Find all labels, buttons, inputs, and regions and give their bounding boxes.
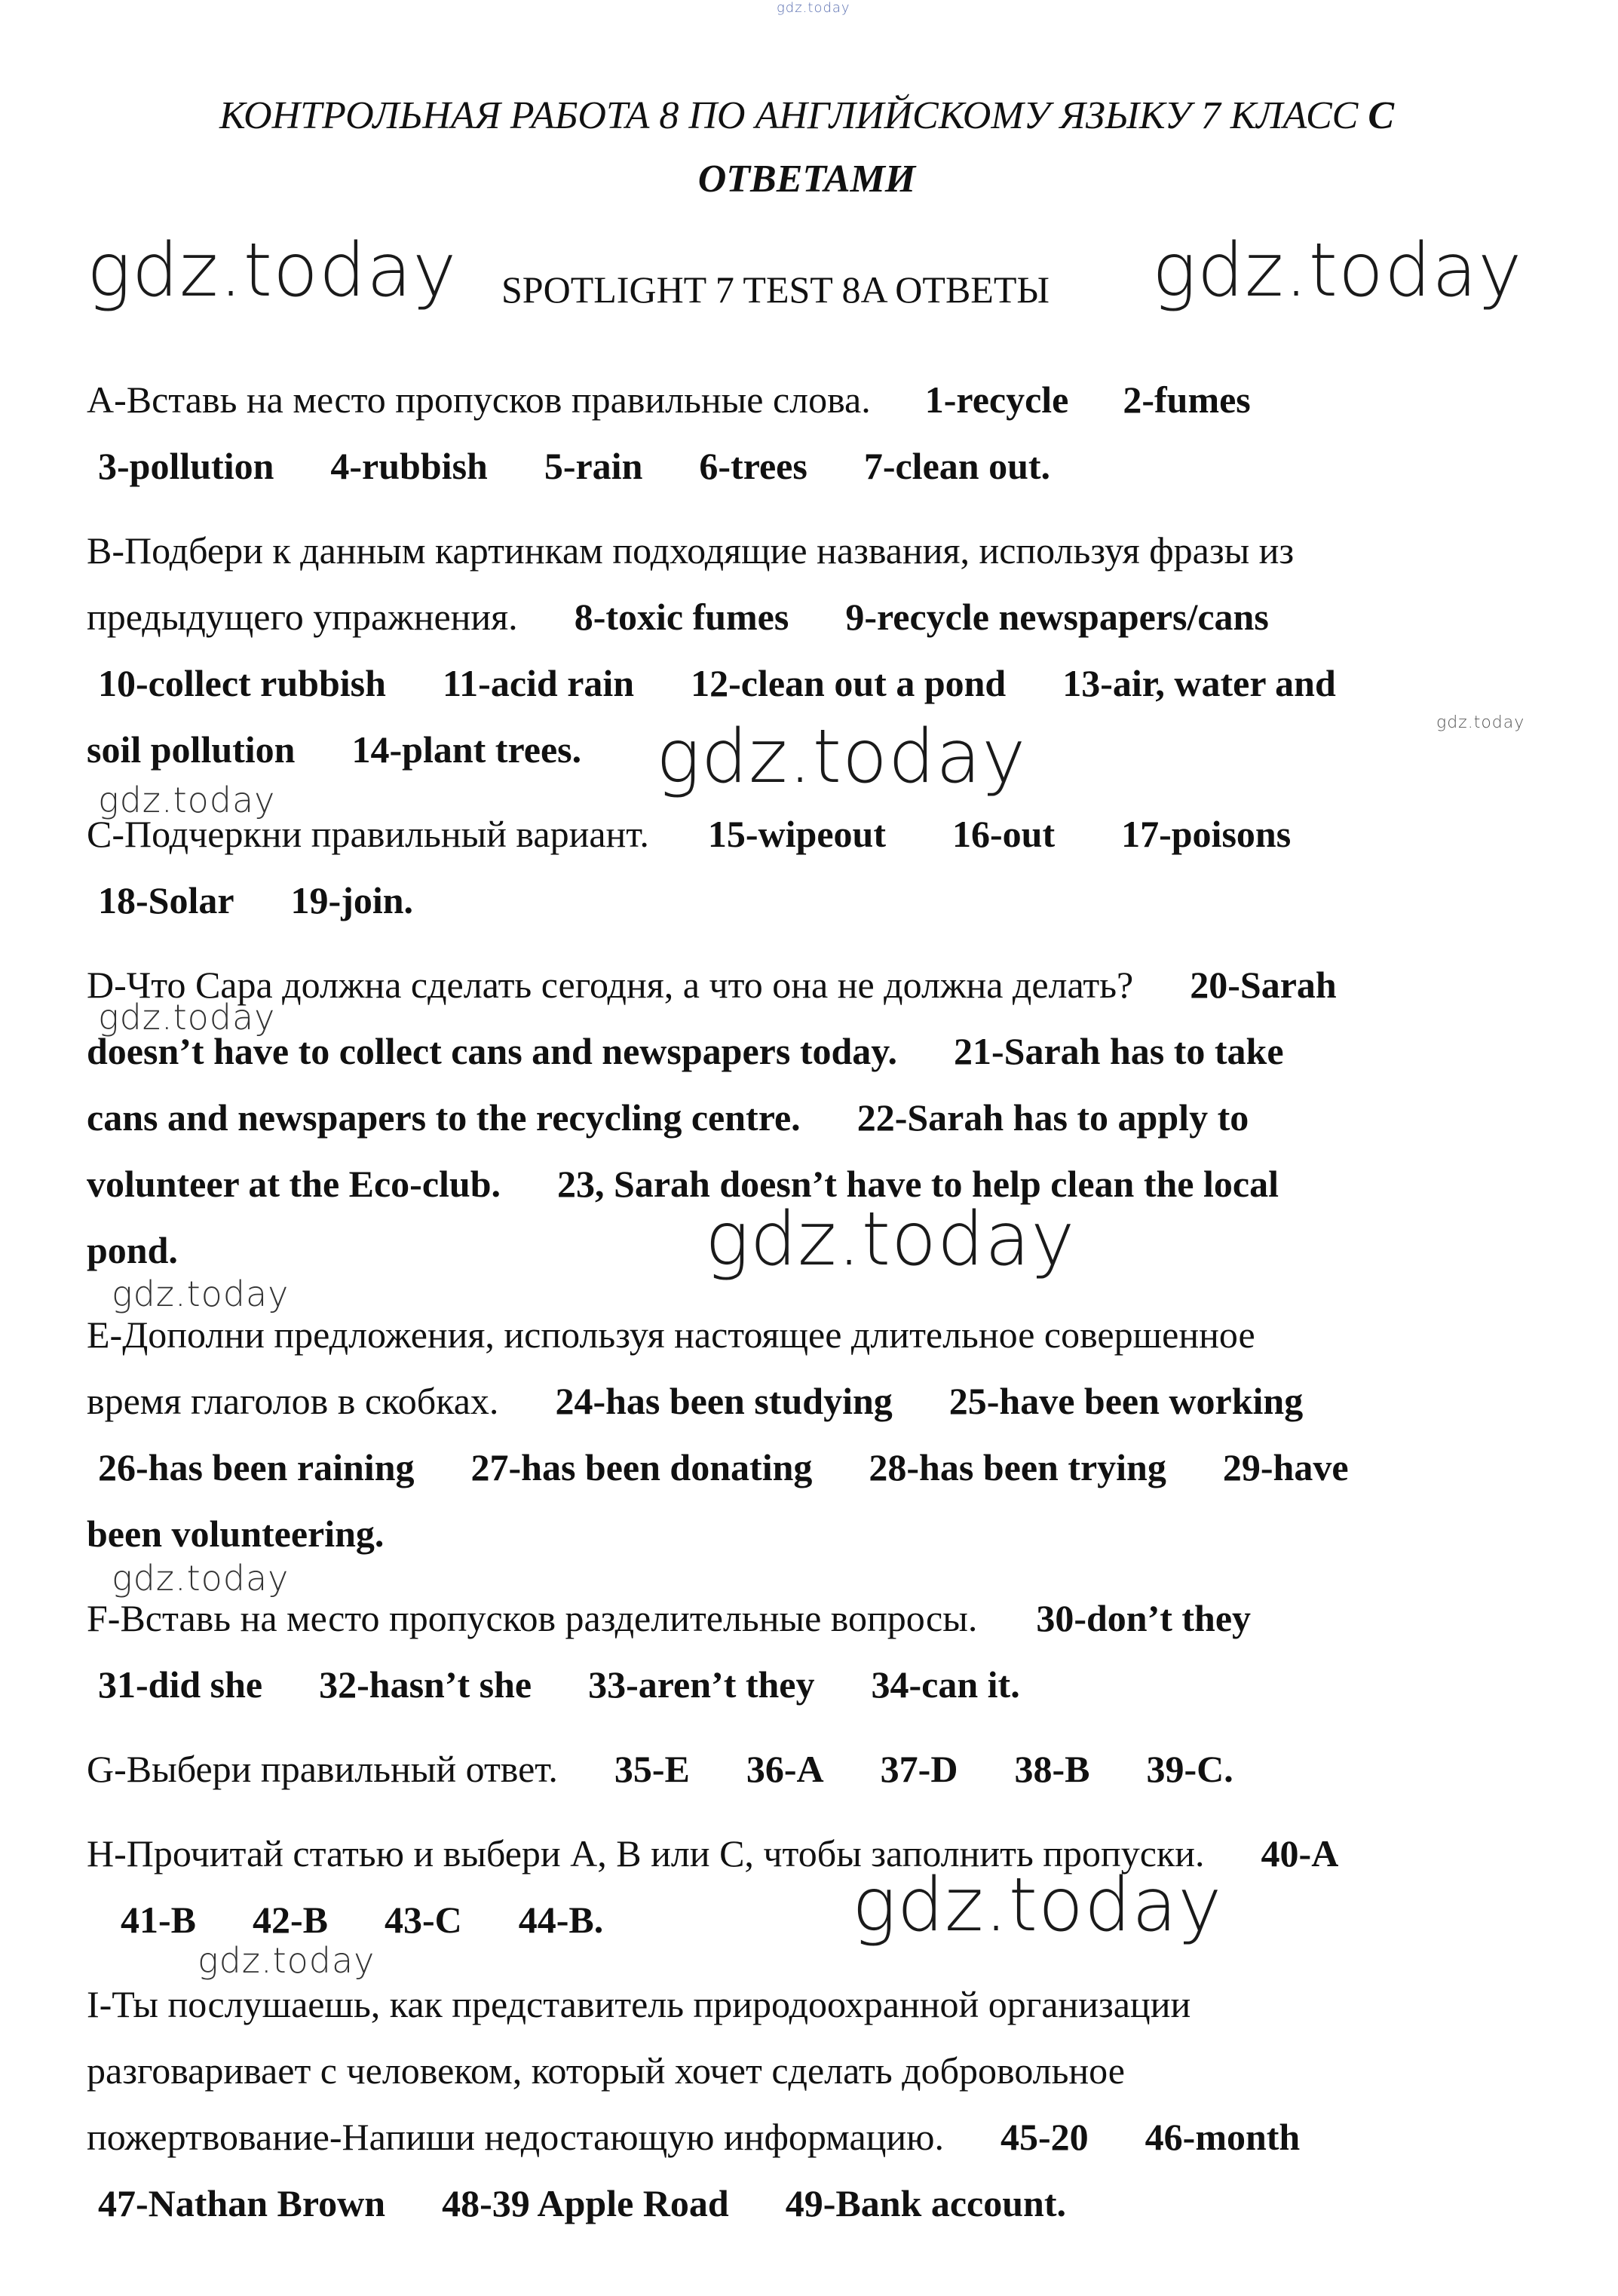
answer-13: 13-air, water and	[1062, 662, 1336, 704]
section-f-task: F-Вставь на место пропусков разделительные вопросы.	[87, 1597, 978, 1639]
section-i-task-2: разговаривает с человеком, который хочет сделать добровольное	[87, 2049, 1125, 2092]
answer-44: 44-B.	[518, 1899, 604, 1941]
section-d-line3	[87, 1095, 1249, 1140]
section-i-task-3: пожертвование-Напиши недостающую информацию.	[87, 2116, 945, 2158]
section-d-line4	[87, 1161, 1279, 1206]
section-b-line2	[87, 594, 1269, 639]
answer-16: 16-out	[951, 813, 1056, 855]
answer-17: 17-poisons	[1121, 813, 1292, 855]
watermark-b-small: gdz.today	[1436, 713, 1525, 732]
watermark-d: gdz.today	[98, 997, 276, 1038]
title-line1: КОНТРОЛЬНАЯ РАБОТА 8 ПО АНГЛИЙСКОМУ ЯЗЫКУ 7 КЛАСС	[219, 94, 1368, 137]
title-line1-bold: С	[1368, 94, 1395, 137]
section-a-line1	[87, 377, 1251, 422]
answer-37: 37-D	[880, 1748, 958, 1790]
section-d-line2	[87, 1028, 1284, 1074]
section-e-line3	[98, 1445, 1349, 1490]
answer-36: 36-A	[746, 1748, 824, 1790]
section-e-line1	[87, 1312, 1255, 1357]
answer-23: 23, Sarah doesn’t have to help clean the local	[557, 1163, 1279, 1205]
watermark-top: gdz.today	[777, 0, 850, 16]
answer-5: 5-rain	[544, 445, 643, 487]
answer-32: 32-hasn’t she	[319, 1663, 532, 1706]
section-e-task-2: время глаголов в скобках.	[87, 1380, 499, 1422]
answer-41: 41-B	[121, 1899, 196, 1941]
section-d-line1	[87, 962, 1337, 1007]
answer-43: 43-C	[385, 1899, 462, 1941]
answer-22-cont: volunteer at the Eco-club.	[87, 1163, 501, 1205]
section-d-task: D-Что Сара должна сделать сегодня, а что она не должна делать?	[87, 964, 1134, 1006]
watermark-i: gdz.today	[198, 1940, 375, 1981]
watermark-d2: gdz.today	[705, 1197, 1076, 1283]
section-b-line1	[87, 528, 1294, 573]
answer-24: 24-has been studying	[555, 1380, 893, 1422]
section-i-line4	[98, 2181, 1066, 2226]
answer-31: 31-did she	[98, 1663, 263, 1706]
section-a-line2	[98, 443, 1050, 489]
section-c-task: C-Подчеркни правильный вариант.	[87, 813, 649, 855]
answer-46: 46-month	[1145, 2116, 1301, 2158]
answer-15: 15-wipeout	[707, 813, 886, 855]
answer-20-cont: doesn’t have to collect cans and newspapers today.	[87, 1030, 898, 1072]
section-b-task: B-Подбери к данным картинкам подходящие названия, используя фразы из	[87, 529, 1295, 572]
watermark-e: gdz.today	[112, 1274, 290, 1314]
page-title	[90, 84, 1523, 148]
answer-9: 9-recycle newspapers/cans	[845, 596, 1269, 638]
answer-10: 10-collect rubbish	[98, 662, 386, 704]
answer-2: 2-fumes	[1123, 379, 1251, 421]
answer-39: 39-C.	[1146, 1748, 1233, 1790]
page-title-line2	[90, 148, 1523, 211]
answer-7: 7-clean out.	[863, 445, 1051, 487]
answer-29-cont: been volunteering.	[87, 1513, 385, 1555]
answer-11: 11-acid rain	[442, 662, 635, 704]
section-i-line2	[87, 2048, 1125, 2093]
section-f-line1	[87, 1596, 1251, 1641]
watermark-c: gdz.today	[98, 780, 276, 820]
answer-42: 42-B	[253, 1899, 328, 1941]
answer-48: 48-39 Apple Road	[442, 2182, 729, 2224]
answer-25: 25-have been working	[948, 1380, 1304, 1422]
answer-23-cont: pond.	[87, 1229, 178, 1271]
answer-33: 33-aren’t they	[588, 1663, 815, 1706]
answer-18: 18-Solar	[98, 879, 234, 921]
answer-34: 34-can it.	[871, 1663, 1020, 1706]
section-i-line1	[87, 1982, 1191, 2027]
answer-49: 49-Bank account.	[785, 2182, 1066, 2224]
section-b-line3	[98, 661, 1336, 706]
answer-35: 35-E	[614, 1748, 690, 1790]
subtitle: SPOTLIGHT 7 TEST 8A ОТВЕТЫ	[501, 268, 1050, 311]
answer-27: 27-has been donating	[470, 1446, 813, 1488]
answer-30: 30-don’t they	[1036, 1597, 1252, 1639]
section-h-line1	[87, 1831, 1338, 1876]
answer-19: 19-join.	[290, 879, 414, 921]
title-line2-bold: ОТВЕТАМИ	[697, 158, 916, 201]
answer-45: 45-20	[1001, 2116, 1089, 2158]
answer-4: 4-rubbish	[330, 445, 488, 487]
answer-28: 28-has been trying	[869, 1446, 1166, 1488]
section-b-line4	[87, 727, 581, 772]
section-d-line5	[87, 1228, 178, 1273]
answer-20: 20-Sarah	[1190, 964, 1337, 1006]
section-f-line2	[98, 1662, 1020, 1707]
answer-26: 26-has been raining	[98, 1446, 415, 1488]
section-c-line1	[87, 811, 1291, 857]
answer-38: 38-B	[1014, 1748, 1090, 1790]
section-g-line1	[87, 1746, 1233, 1792]
answer-6: 6-trees	[699, 445, 807, 487]
answer-22: 22-Sarah has to apply to	[856, 1096, 1249, 1139]
watermark-right: gdz.today	[1152, 228, 1523, 314]
watermark-b: gdz.today	[656, 714, 1027, 800]
section-i-task: I-Ты послушаешь, как представитель природоохранной организации	[87, 1983, 1191, 2025]
section-a-task: A-Вставь на место пропусков правильные слова.	[87, 379, 871, 421]
watermark-left: gdz.today	[87, 228, 458, 314]
section-b-task-2: предыдущего упражнения.	[87, 596, 518, 638]
answer-3: 3-pollution	[98, 445, 274, 487]
section-e-task: E-Дополни предложения, используя настоящее длительное совершенное	[87, 1314, 1255, 1356]
answer-14: 14-plant trees.	[351, 728, 582, 771]
section-g-task: G-Выбери правильный ответ.	[87, 1748, 558, 1790]
section-h-task: H-Прочитай статью и выбери A, B или C, чтобы заполнить пропуски.	[87, 1832, 1205, 1875]
answer-21: 21-Sarah has to take	[954, 1030, 1284, 1072]
answer-21-cont: cans and newspapers to the recycling centre.	[87, 1096, 801, 1139]
section-e-line4	[87, 1511, 384, 1556]
answer-1: 1-recycle	[924, 379, 1069, 421]
section-c-line2	[98, 878, 413, 923]
answer-12: 12-clean out a pond	[691, 662, 1007, 704]
watermark-h: gdz.today	[852, 1862, 1223, 1948]
answer-8: 8-toxic fumes	[574, 596, 789, 638]
watermark-f: gdz.today	[112, 1558, 290, 1599]
answer-40: 40-A	[1261, 1832, 1339, 1875]
section-i-line3	[87, 2114, 1300, 2160]
answer-13-cont: soil pollution	[87, 728, 296, 771]
section-e-line2	[87, 1378, 1303, 1424]
answer-47: 47-Nathan Brown	[98, 2182, 386, 2224]
section-h-line2	[121, 1897, 603, 1942]
answer-29: 29-have	[1222, 1446, 1349, 1488]
